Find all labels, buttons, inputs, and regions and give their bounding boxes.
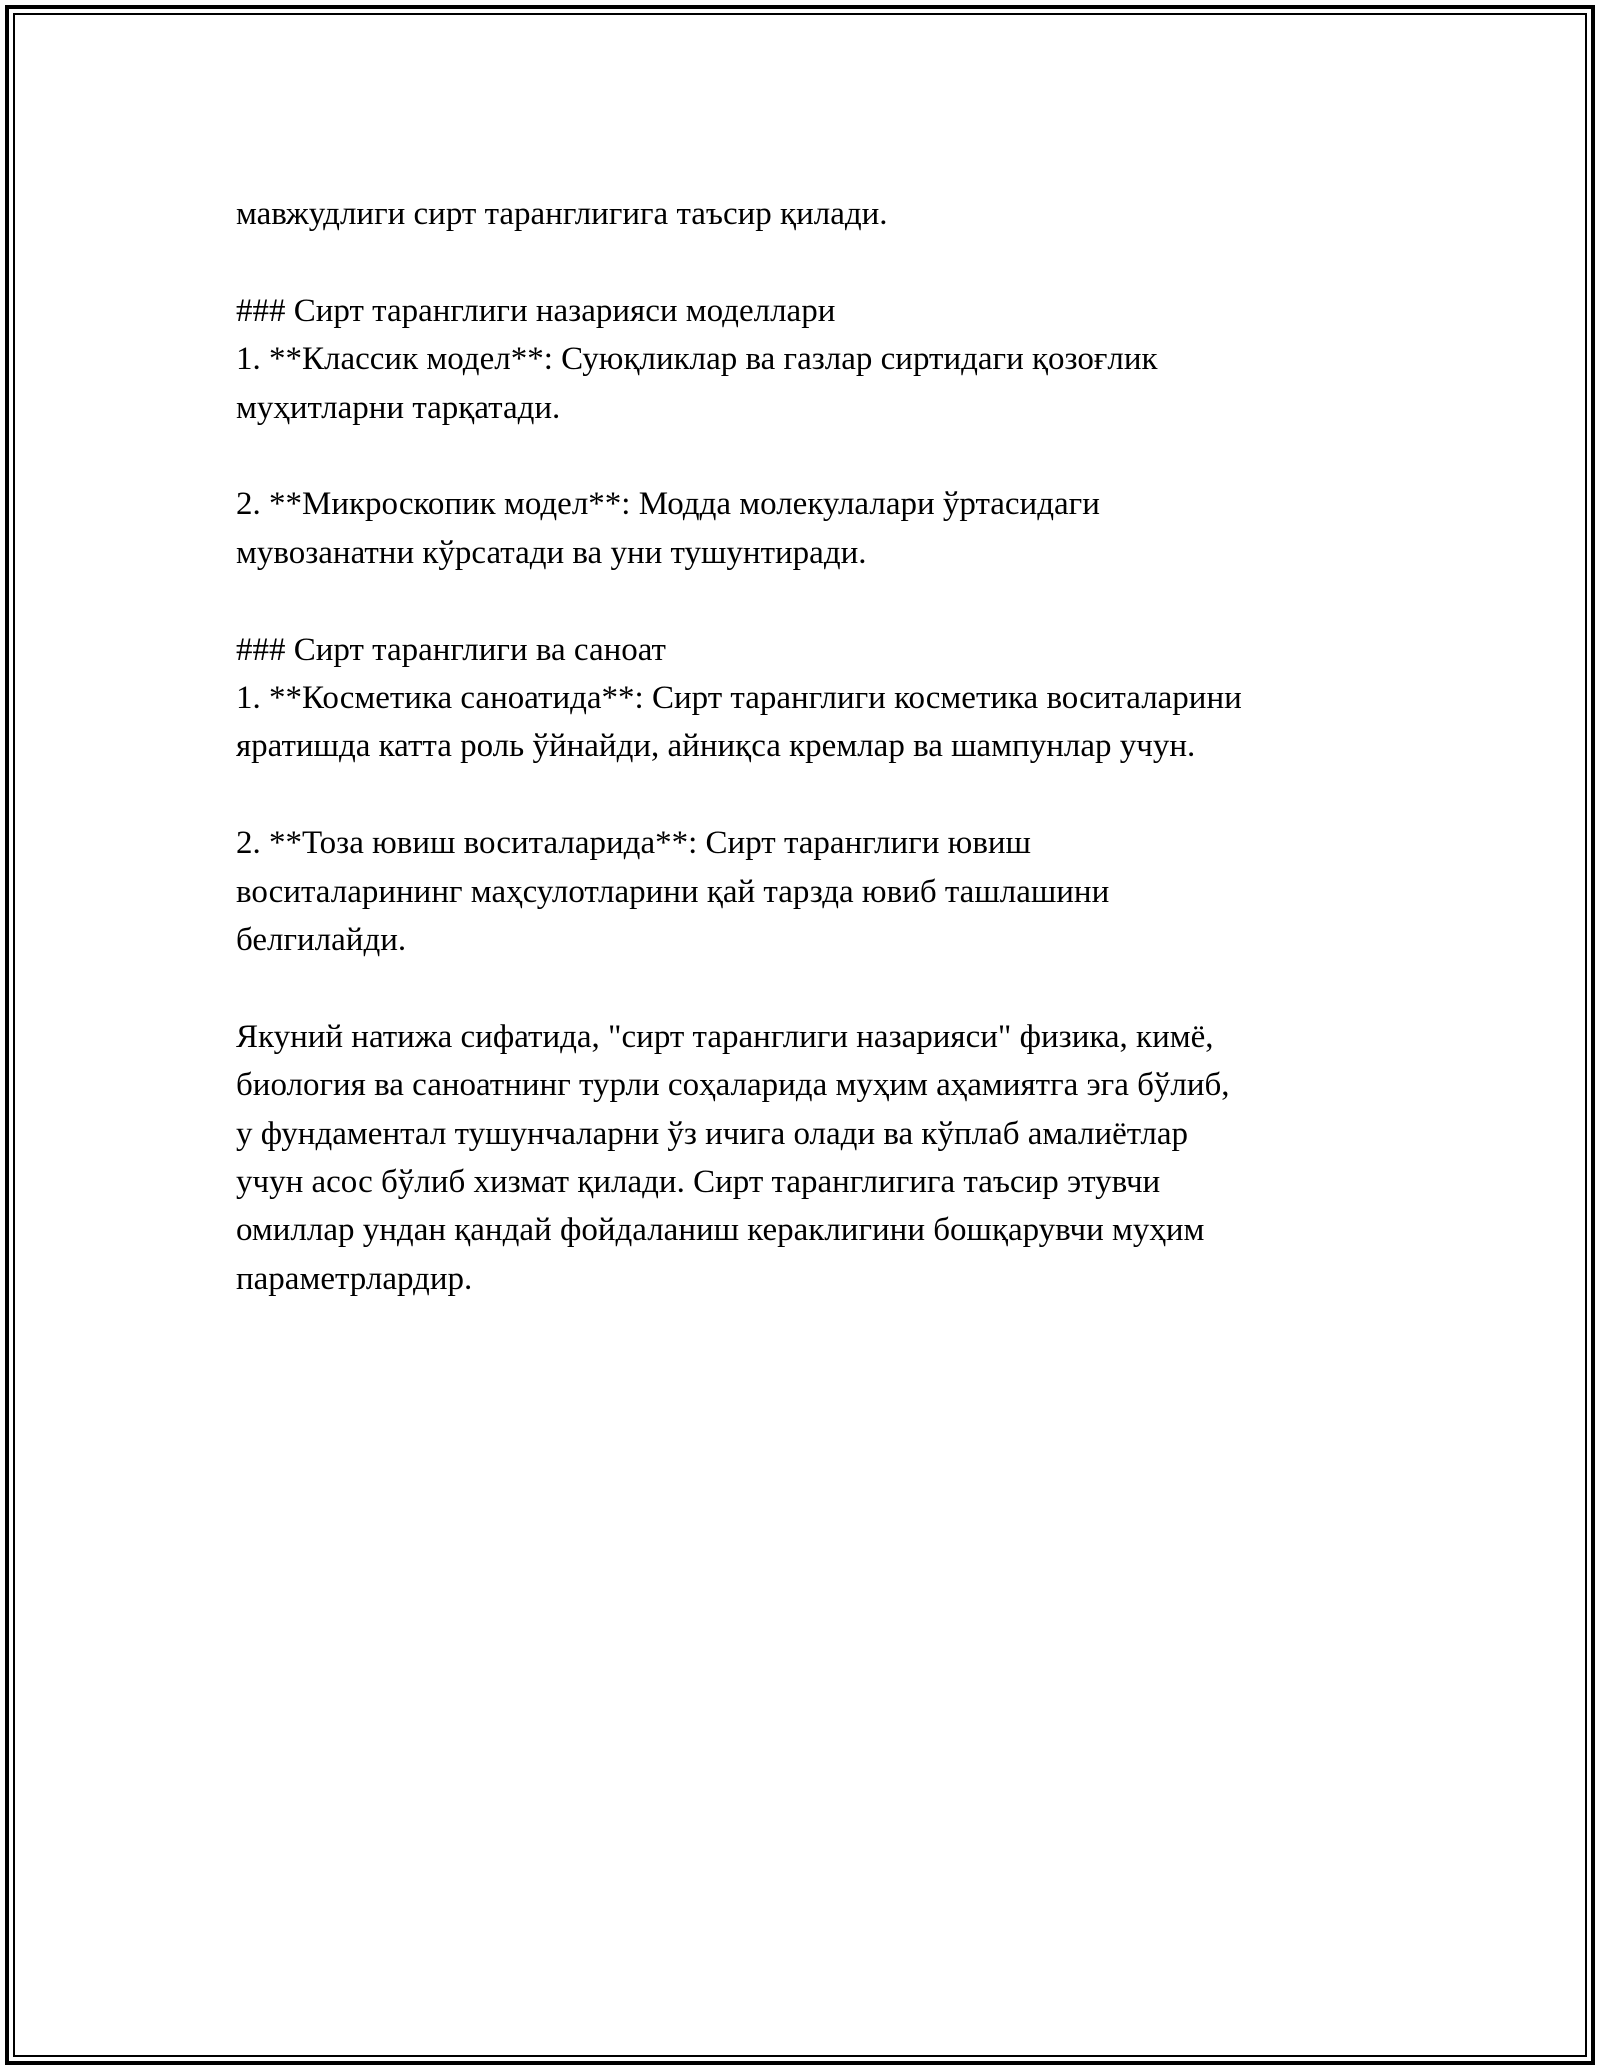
paragraph-microscopic-model: 2. **Микроскопик модел**: Модда молекулалари ўртасидаги мувозанатни кўрсатади ва уни тушунтиради.	[236, 486, 1100, 571]
paragraph-intro-continuation: мавжудлиги сирт таранглигига таъсир қилади.	[236, 196, 888, 232]
paragraph-industry-heading: ### Сирт таранглиги ва саноат 1. **Косметика саноатида**: Сирт таранглиги косметика воситаларини яратишда катта роль ўйнайди, айниқса кремлар ва шампунлар учун.	[236, 631, 1242, 765]
paragraph-theory-models-heading: ### Сирт таранглиги назарияси моделлари 1. **Классик модел**: Суюқликлар ва газлар сиртидаги қозоғлик муҳитларни тарқатади.	[236, 292, 1158, 426]
paragraph-cleaning-agents: 2. **Тоза ювиш воситаларида**: Сирт таранглиги ювиш воситаларининг маҳсулотларини қай тарзда ювиб ташлашини белгилайди.	[236, 825, 1110, 959]
paragraph-conclusion: Якуний натижа сифатида, "сирт таранглиги назарияси" физика, кимё, биология ва саноатнинг турли соҳаларида муҳим аҳамиятга эга бўлиб, у фундаментал тушунчаларни ўз ичига олади ва кўплаб амалиётлар учун асос бўлиб хизмат қилади. Сирт таранглигига таъсир этувчи омиллар ундан қандай фойдаланиш кераклигини бошқарувчи муҳим параметрлардир.	[236, 1018, 1230, 1297]
document-body	[236, 190, 1386, 1303]
